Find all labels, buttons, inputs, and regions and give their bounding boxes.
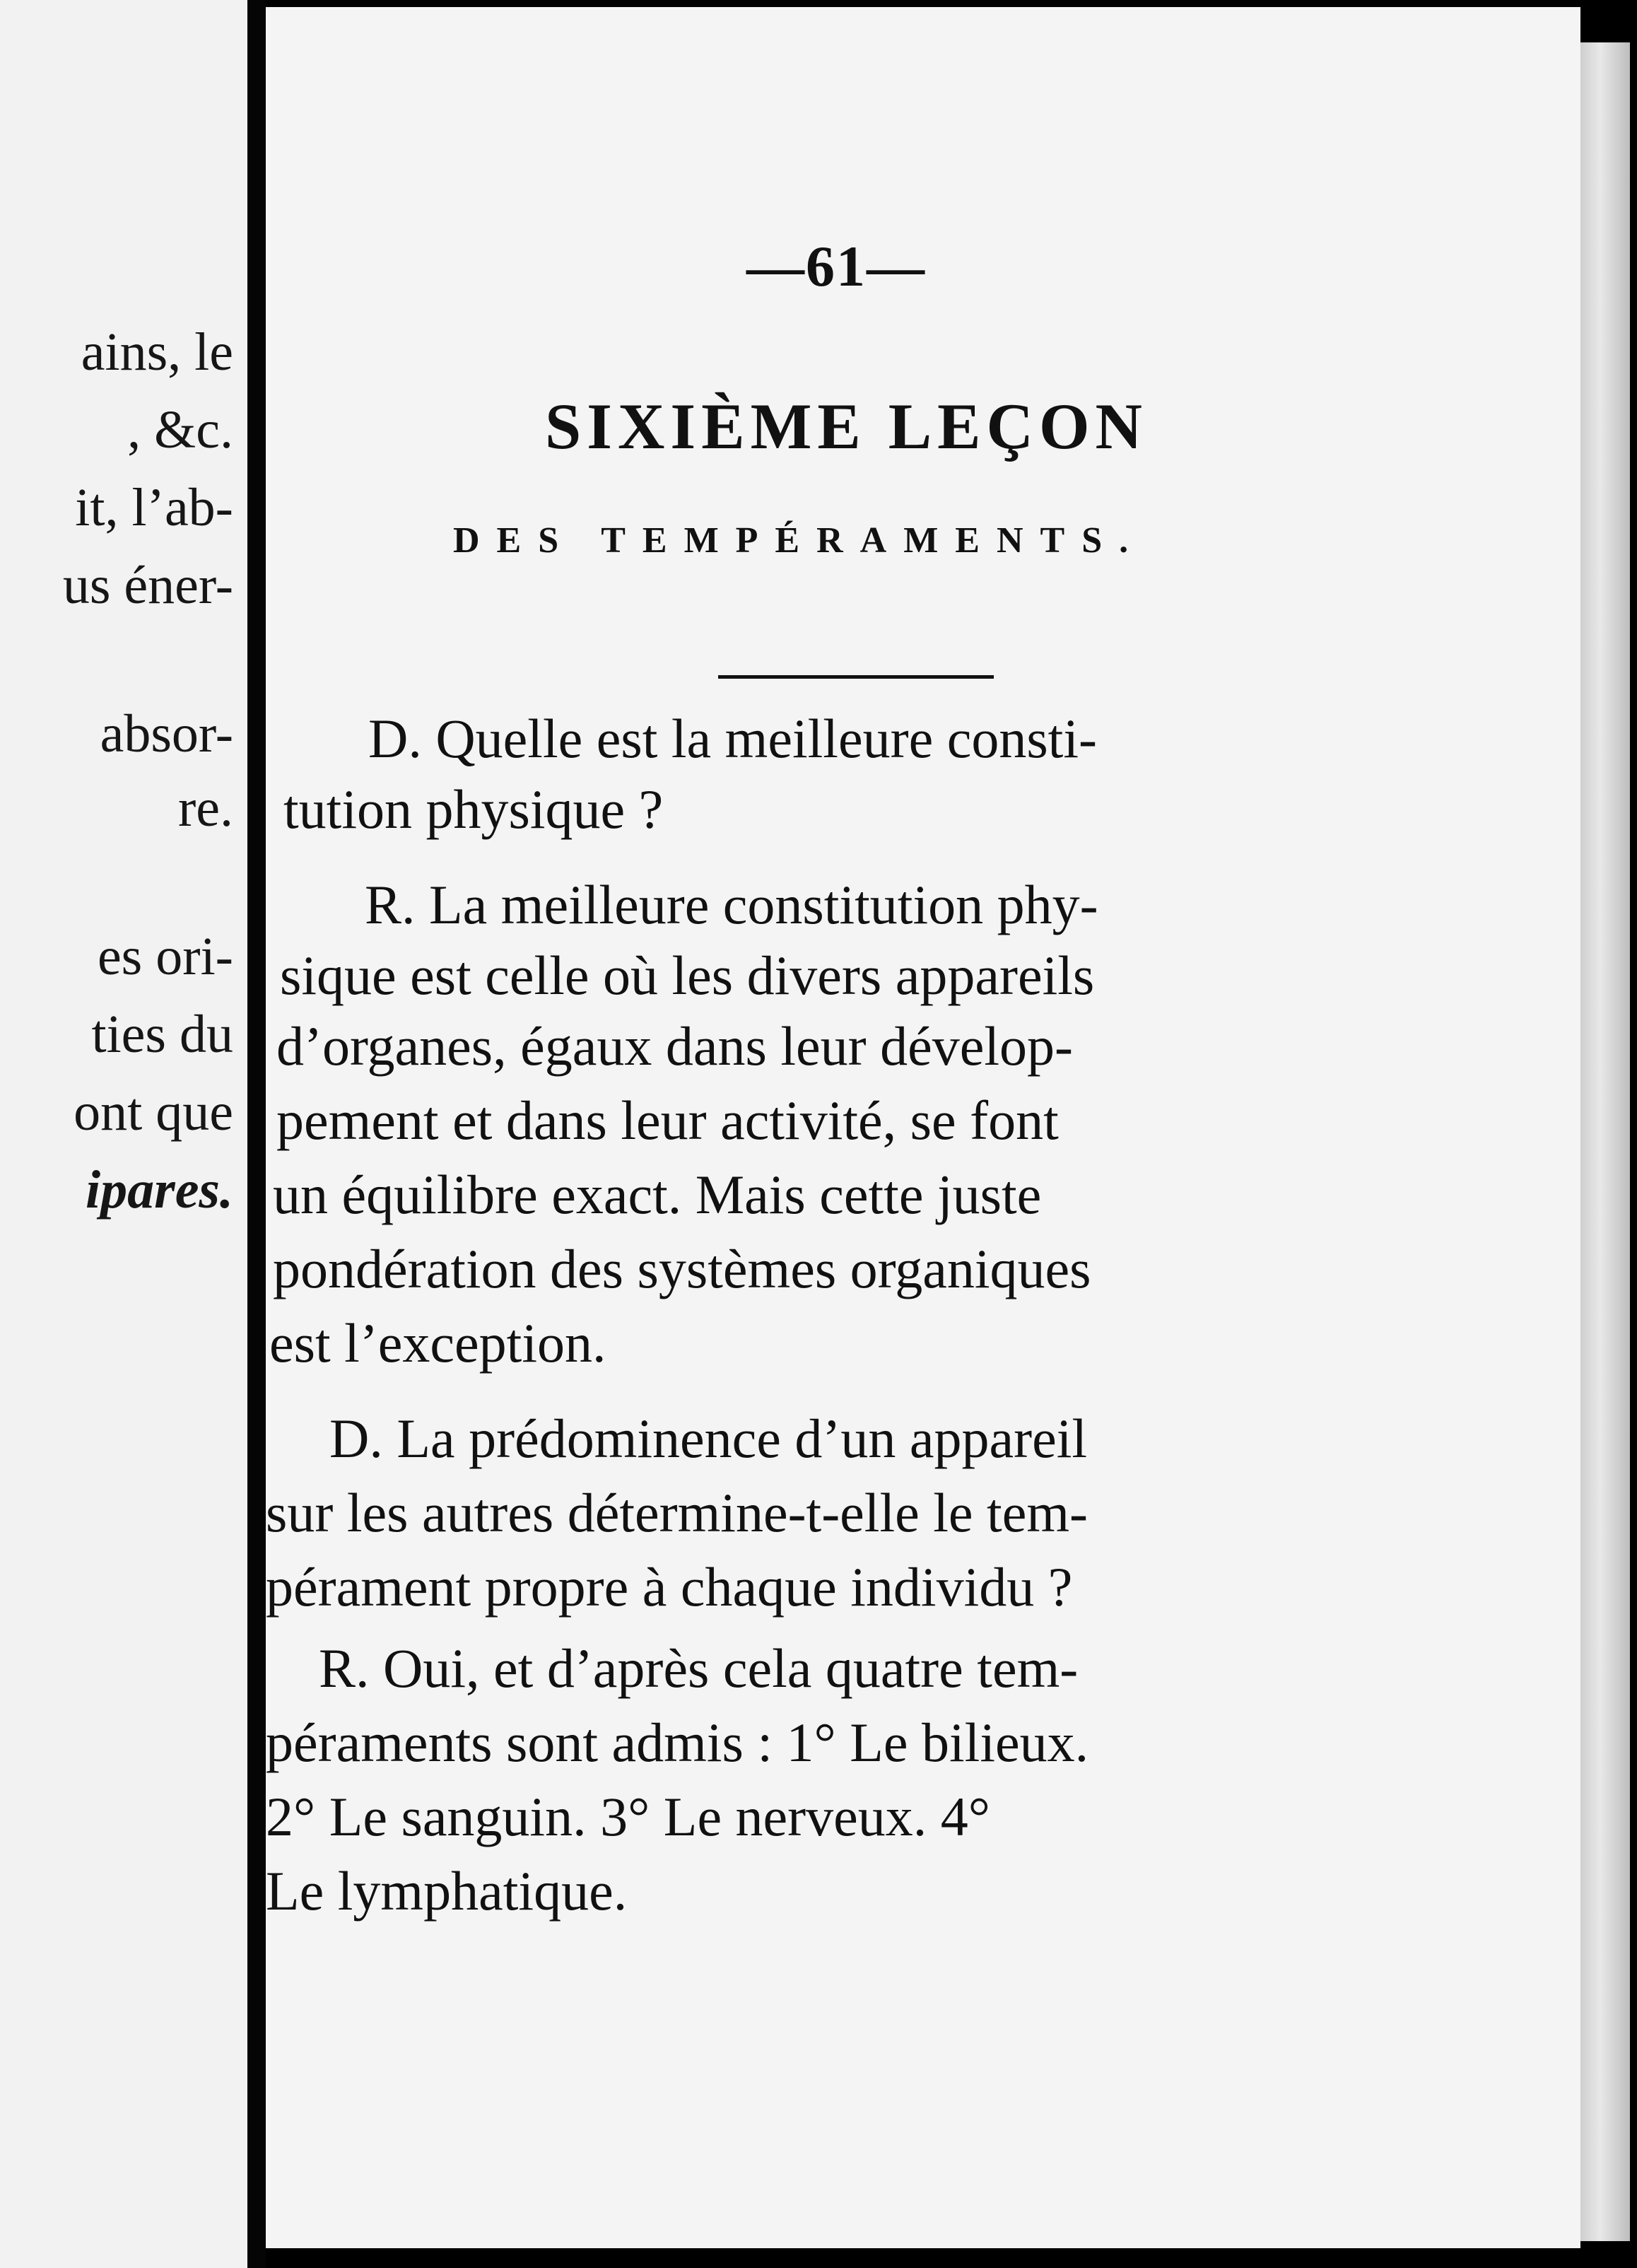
text-line: tution physique ? — [283, 778, 664, 840]
book-gutter — [247, 0, 266, 2268]
left-text-line: us éner- — [62, 556, 233, 615]
text-line: sur les autres détermine-t-elle le tem- — [266, 1482, 1088, 1543]
text-line: R. Oui, et d’après cela quatre tem- — [319, 1637, 1079, 1699]
page-number: —61— — [746, 234, 926, 298]
left-text-line: re. — [177, 778, 233, 838]
text-line: pondération des systèmes organiques — [273, 1238, 1091, 1299]
page-edge — [1580, 42, 1630, 2241]
left-text-line: , &c. — [127, 400, 233, 460]
left-text-line: ties du — [91, 1005, 233, 1064]
text-line: pement et dans leur activité, se font — [276, 1089, 1059, 1151]
left-text-line: ont que — [74, 1082, 233, 1142]
text-line: d’organes, égaux dans leur dévelop- — [276, 1015, 1074, 1077]
previous-page-fragment — [0, 0, 247, 2268]
text-line: pérament propre à chaque individu ? — [266, 1556, 1073, 1618]
text-line: est l’exception. — [269, 1312, 606, 1374]
text-line: D. La prédominence d’un appareil — [329, 1408, 1088, 1469]
text-line: un équilibre exact. Mais cette juste — [273, 1164, 1042, 1225]
text-line: 2° Le sanguin. 3° Le nerveux. 4° — [266, 1786, 990, 1847]
left-text-line: ipares. — [86, 1160, 233, 1220]
text-line: péraments sont admis : 1° Le bilieux. — [266, 1712, 1089, 1773]
text-line: Le lymphatique. — [266, 1860, 628, 1922]
left-text-line: ains, le — [81, 322, 233, 382]
lesson-title: SIXIÈME LEÇON — [545, 390, 1148, 462]
text-line: sique est celle où les divers appareils — [280, 945, 1095, 1006]
lesson-subtitle: DES TEMPÉRAMENTS. — [453, 520, 1146, 561]
text-line: R. La meilleure constitution phy- — [365, 874, 1098, 935]
left-text-line: it, l’ab- — [75, 478, 233, 537]
text-line: D. Quelle est la meilleure consti- — [368, 708, 1097, 769]
left-text-line: es ori- — [97, 927, 233, 986]
left-text-line: absor- — [100, 704, 233, 764]
current-page — [266, 7, 1580, 2248]
title-divider — [718, 675, 994, 679]
